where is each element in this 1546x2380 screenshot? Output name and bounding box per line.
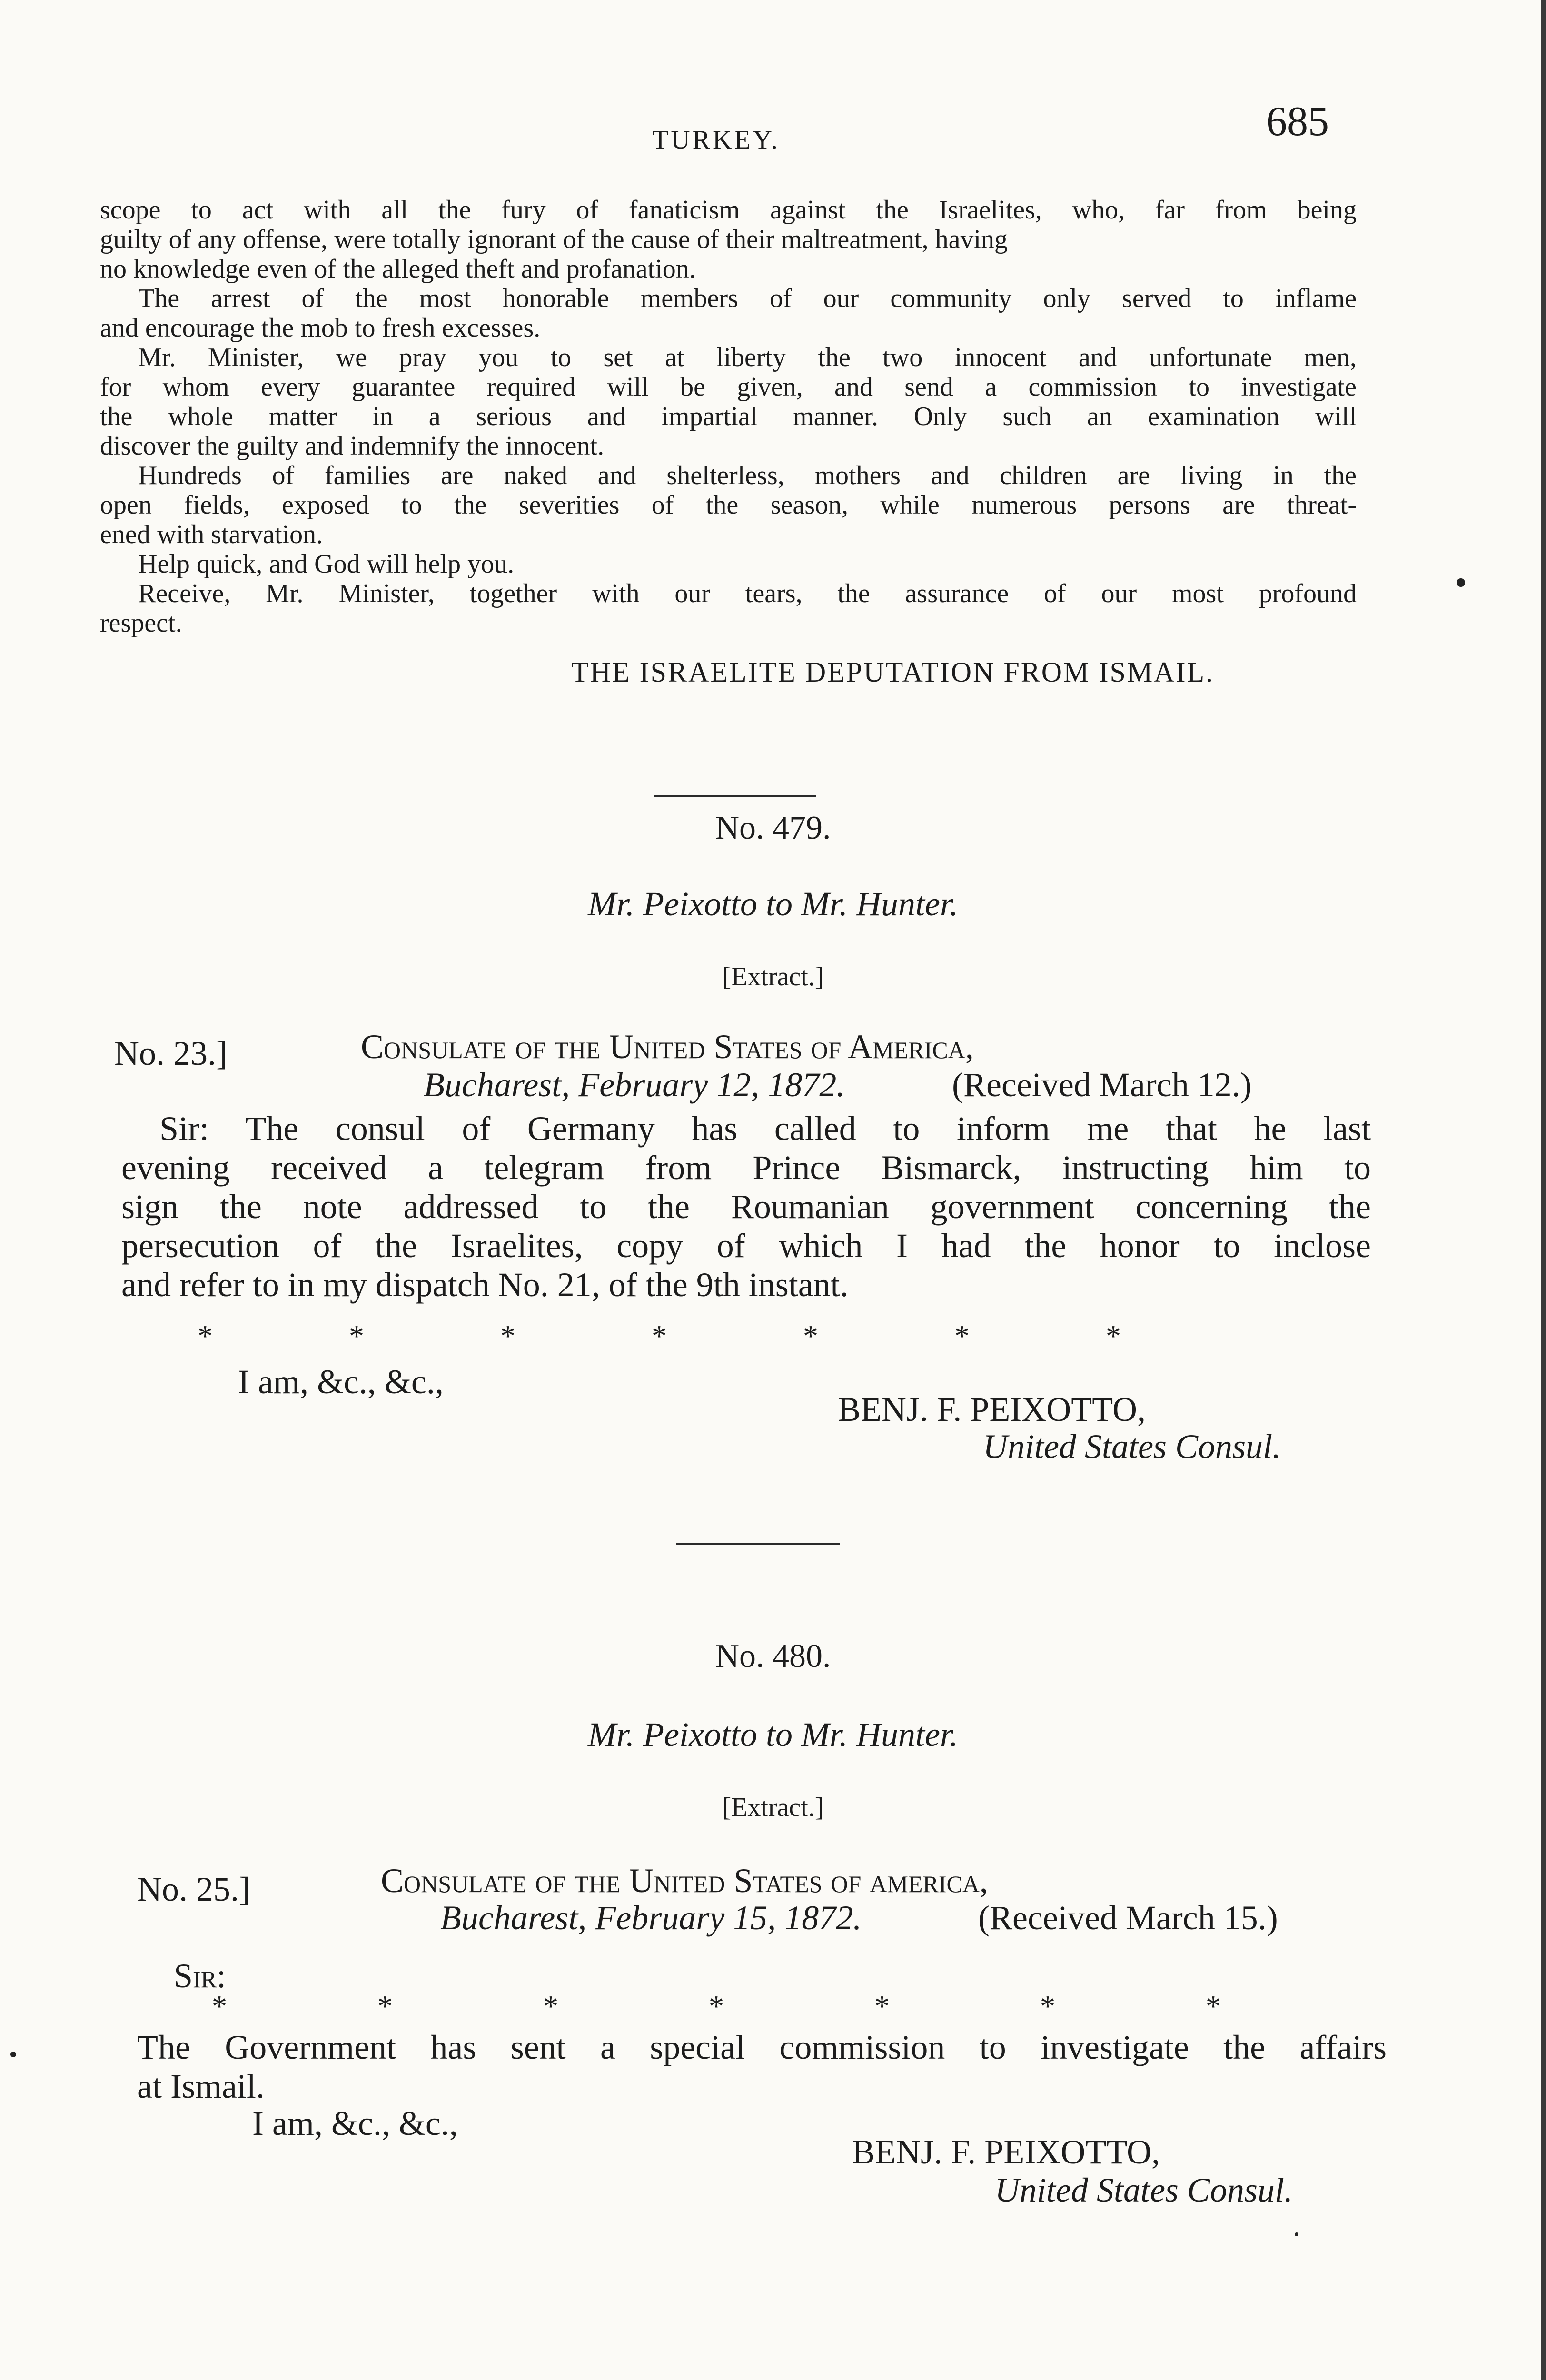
dispatch-number: No. 23.] — [114, 1034, 228, 1072]
petition-line: the whole matter in a serious and impartial manner. Only such an examination will — [100, 402, 1357, 431]
closing: I am, &c., &c., — [238, 1363, 444, 1401]
signer-title: United States Consul. — [995, 2171, 1293, 2209]
petition-line: and encourage the mob to fresh excesses. — [100, 313, 541, 343]
petition-line: Mr. Minister, we pray you to set at liberty the two innocent and unfortunate men, — [138, 343, 1357, 372]
page-number: 685 — [1266, 99, 1329, 145]
body-line: sign the note addressed to the Roumanian government concerning the — [121, 1188, 1371, 1226]
page-edge — [1541, 0, 1546, 2380]
place-date: Bucharest, February 12, 1872. — [424, 1066, 845, 1104]
petition-line: guilty of any offense, were totally ignorant of the cause of their maltreatment, having — [100, 225, 1008, 254]
document-number: No. 480. — [715, 1638, 831, 1675]
elision-stars: * * * * * * * — [198, 1319, 1121, 1353]
dispatch-number: No. 25.] — [137, 1870, 250, 1908]
body-line: Sir: The consul of Germany has called to inform me that he last — [159, 1110, 1371, 1148]
extract-note: [Extract.] — [722, 962, 824, 992]
body-line: The Government has sent a special commission to investigate the affairs — [137, 2028, 1387, 2066]
petition-line: Help quick, and God will help you. — [138, 549, 515, 579]
petition-line: Receive, Mr. Minister, together with our tears, the assurance of our most profound — [138, 579, 1357, 608]
received-date: (Received March 12.) — [952, 1066, 1252, 1104]
petition-line: scope to act with all the fury of fanaticism against the Israelites, who, far from being — [100, 195, 1357, 225]
place-date: Bucharest, February 15, 1872. — [440, 1899, 862, 1937]
signer-name: BENJ. F. PEIXOTTO, — [852, 2133, 1160, 2171]
section-divider — [654, 795, 816, 797]
body-line: evening received a telegram from Prince Bismarck, instructing him to — [121, 1149, 1371, 1187]
extract-note: [Extract.] — [722, 1793, 824, 1822]
elision-stars: * * * * * * * — [212, 1989, 1221, 2023]
signer-name: BENJ. F. PEIXOTTO, — [838, 1390, 1146, 1428]
petition-line: ened with starvation. — [100, 520, 323, 549]
closing: I am, &c., &c., — [252, 2104, 458, 2142]
petition-line: open fields, exposed to the severities of the season, while numerous persons are threat- — [100, 490, 1357, 520]
dispatch-body — [137, 2028, 1387, 2106]
document-heading: Mr. Peixotto to Mr. Hunter. — [588, 1716, 958, 1754]
petition-line: discover the guilty and indemnify the innocent. — [100, 431, 605, 461]
dispatch-body — [121, 1109, 1371, 1304]
section-divider — [676, 1543, 840, 1545]
body-line: persecution of the Israelites, copy of which I had the honor to inclose — [121, 1227, 1371, 1265]
margin-mark — [1295, 2232, 1298, 2236]
consulate-line: Consulate of the United States of america, — [381, 1862, 988, 1900]
document-heading: Mr. Peixotto to Mr. Hunter. — [588, 885, 958, 923]
petition-signature: THE ISRAELITE DEPUTATION FROM ISMAIL. — [571, 656, 1215, 688]
margin-mark — [10, 2052, 16, 2057]
document-number: No. 479. — [715, 810, 831, 846]
consulate-line: Consulate of the United States of America, — [361, 1028, 974, 1066]
petition-line: no knowledge even of the alleged theft and profanation. — [100, 254, 696, 284]
salutation: Sir: — [174, 1957, 227, 1995]
received-date: (Received March 15.) — [978, 1899, 1278, 1937]
running-title: TURKEY. — [652, 125, 780, 155]
signer-title: United States Consul. — [983, 1428, 1281, 1466]
petition-line: for whom every guarantee required will be given, and send a commission to investigate — [100, 372, 1357, 402]
margin-mark — [1457, 578, 1465, 587]
body-line: at Ismail. — [137, 2067, 265, 2105]
petition-line: Hundreds of families are naked and shelterless, mothers and children are living in the — [138, 461, 1357, 490]
body-line: and refer to in my dispatch No. 21, of the 9th instant. — [121, 1266, 849, 1304]
petition-line: respect. — [100, 608, 182, 638]
petition-text — [100, 195, 1357, 638]
petition-line: The arrest of the most honorable members of our community only served to inflame — [138, 284, 1357, 313]
